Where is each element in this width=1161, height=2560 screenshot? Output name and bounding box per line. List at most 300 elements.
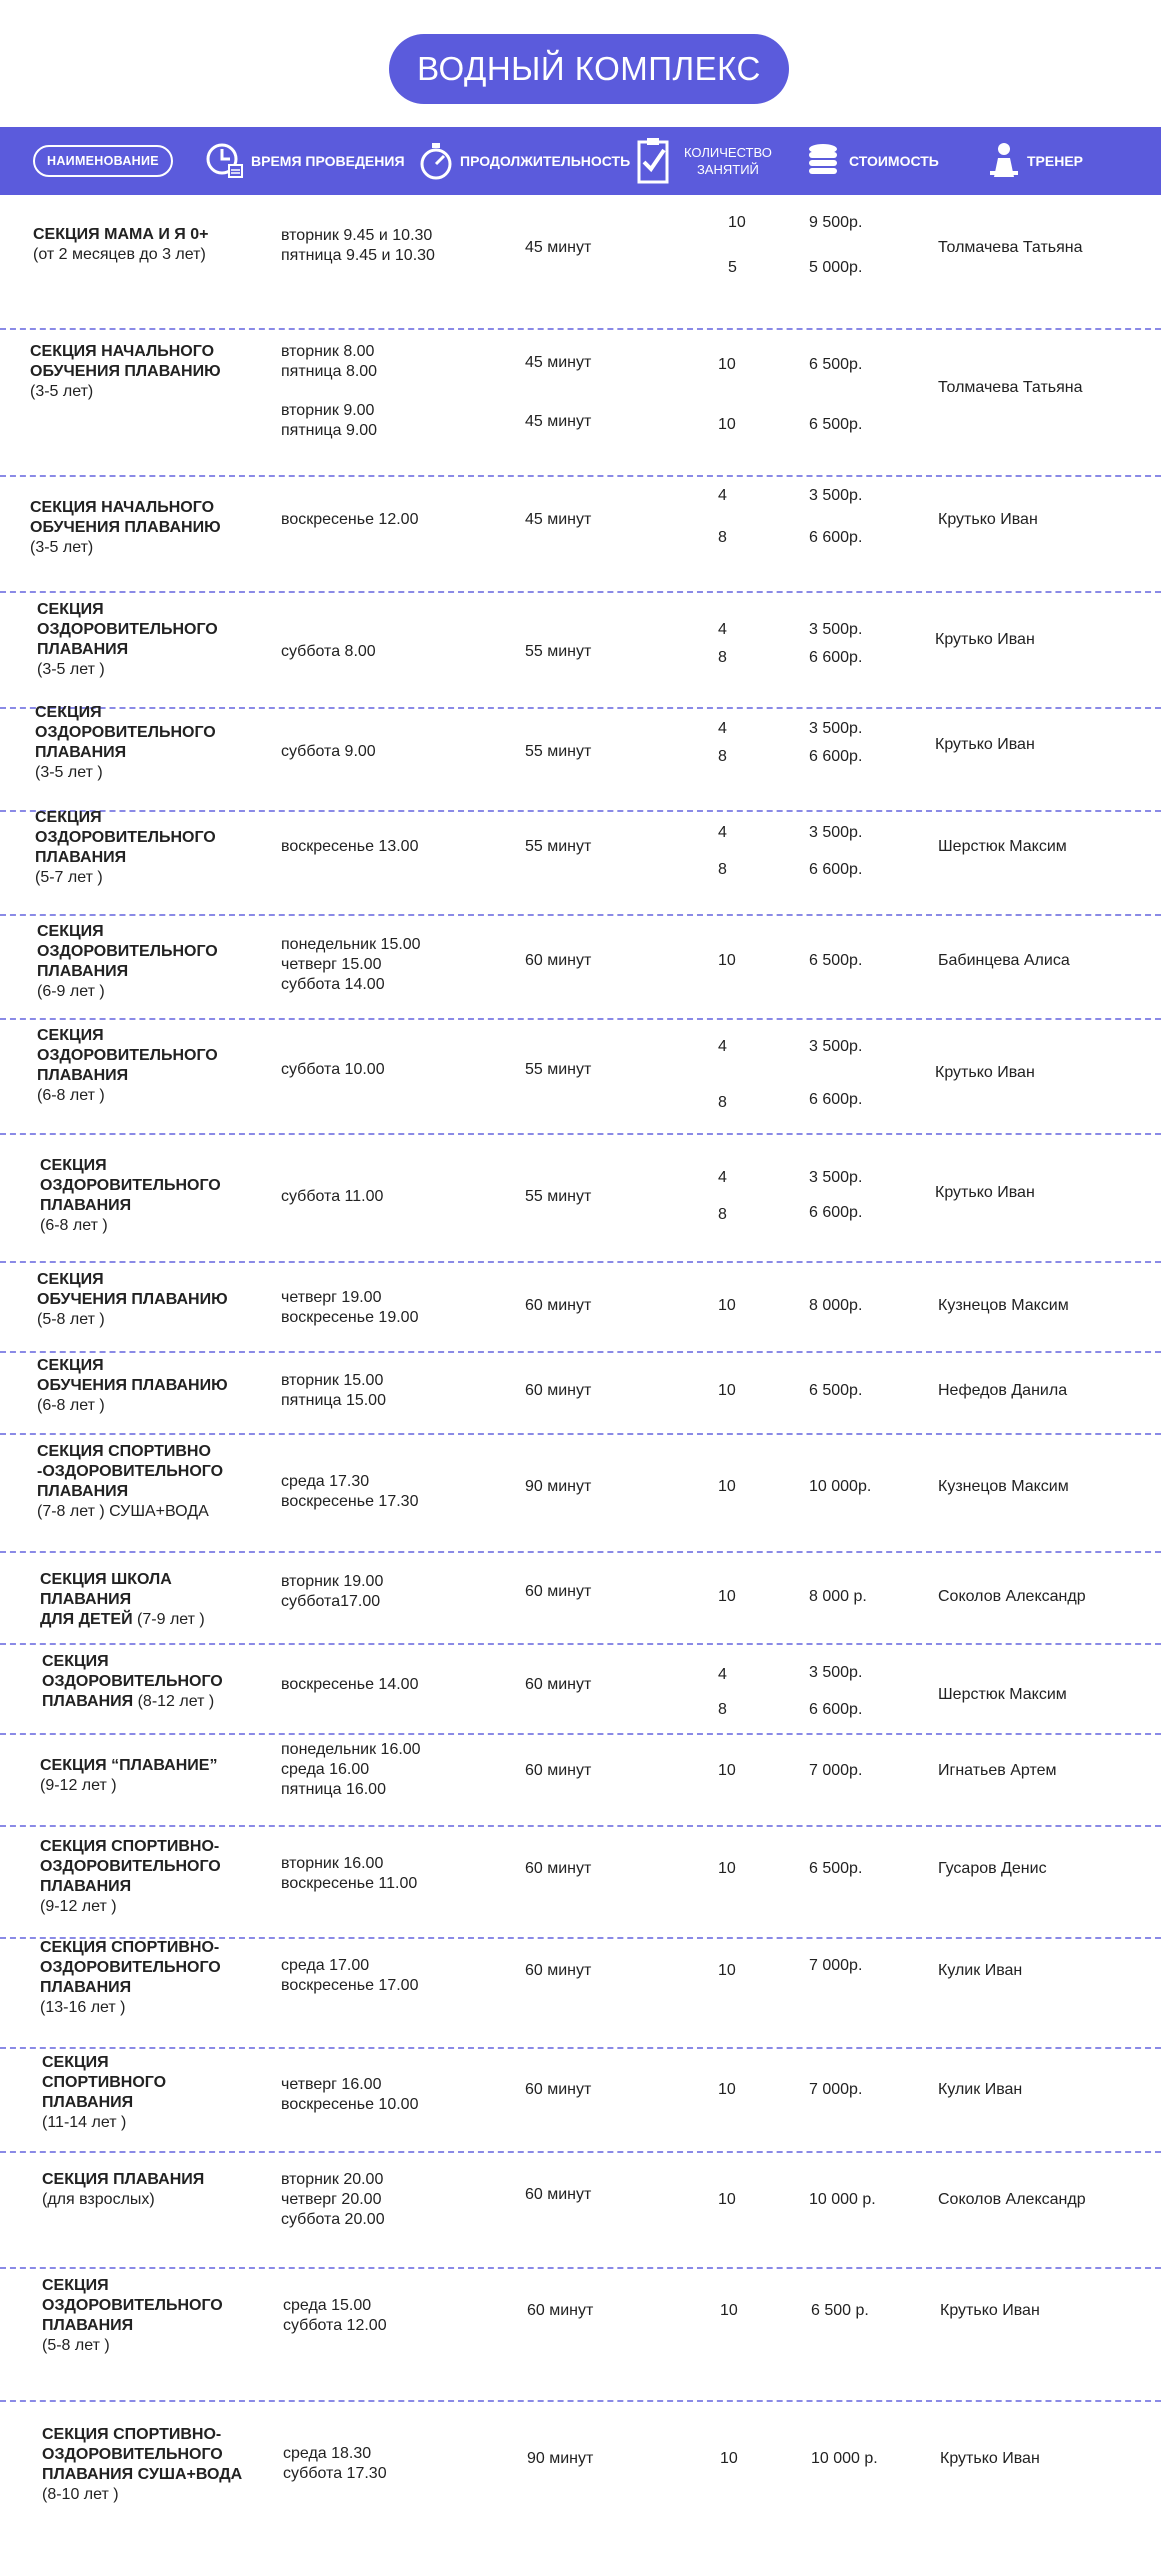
section-name-line: СЕКЦИЯ СПОРТИВНО- xyxy=(40,1939,220,1956)
price-cell: 6 600р. xyxy=(809,1701,863,1718)
time-line: вторник 16.00 xyxy=(281,1855,384,1872)
time-line: вторник 8.00 xyxy=(281,343,375,360)
section-name xyxy=(35,703,216,783)
row-separator xyxy=(0,1261,1161,1263)
row-separator xyxy=(0,2267,1161,2269)
duration-cell: 45 минут xyxy=(525,239,592,256)
section-age: (3-5 лет ) xyxy=(35,764,103,781)
price-cell: 3 500р. xyxy=(809,824,863,841)
time-line: пятница 15.00 xyxy=(281,1392,386,1409)
price-cell: 6 500р. xyxy=(809,356,863,373)
coach-cell: Кузнецов Максим xyxy=(938,1297,1069,1314)
duration-cell: 60 минут xyxy=(525,2081,592,2098)
lesson-count-cell: 10 xyxy=(718,952,736,969)
section-name-line: ОЗДОРОВИТЕЛЬНОГО xyxy=(40,1959,221,1976)
time-line: понедельник 15.00 xyxy=(281,936,421,953)
lesson-count-cell: 5 xyxy=(728,259,737,276)
time-line: среда 18.30 xyxy=(283,2445,372,2462)
time-line: суббота 9.00 xyxy=(281,743,376,760)
section-name-line: -ОЗДОРОВИТЕЛЬНОГО xyxy=(37,1463,224,1480)
lesson-count-cell: 4 xyxy=(718,487,727,504)
time-line: суббота 8.00 xyxy=(281,643,376,660)
row-separator xyxy=(0,1643,1161,1645)
header-name xyxy=(33,127,173,195)
coach-cell: Кузнецов Максим xyxy=(938,1478,1069,1495)
header-duration-label: ПРОДОЛЖИТЕЛЬНОСТЬ xyxy=(460,153,631,169)
row-separator xyxy=(0,591,1161,593)
section-name-line: ПЛАВАНИЯ xyxy=(35,744,127,761)
row-separator xyxy=(0,1433,1161,1435)
lesson-count-cell: 10 xyxy=(718,1382,736,1399)
time-line: воскресенье 17.30 xyxy=(281,1493,419,1510)
section-name-line: СЕКЦИЯ СПОРТИВНО xyxy=(37,1443,211,1460)
time-cell xyxy=(281,1740,421,1800)
price-cell: 7 000р. xyxy=(809,2081,863,2098)
section-age: (9-12 лет ) xyxy=(40,1898,117,1915)
section-age: (9-12 лет ) xyxy=(40,1777,117,1794)
section-name xyxy=(30,498,221,558)
price-cell: 5 000р. xyxy=(809,259,863,276)
section-name-bold: ПЛАВАНИЯ xyxy=(42,1693,134,1710)
section-name xyxy=(42,1652,223,1712)
time-cell xyxy=(281,1371,386,1411)
lesson-count-cell: 10 xyxy=(718,2191,736,2208)
coach-cell: Кулик Иван xyxy=(938,1962,1023,1979)
section-name-line: СЕКЦИЯ ПЛАВАНИЯ xyxy=(42,2171,205,2188)
time-line: пятница 9.45 и 10.30 xyxy=(281,247,435,264)
row-separator xyxy=(0,1351,1161,1353)
time-line: воскресенье 12.00 xyxy=(281,511,419,528)
section-age: (от 2 месяцев до 3 лет) xyxy=(33,246,206,263)
section-name-line: СЕКЦИЯ СПОРТИВНО- xyxy=(40,1838,220,1855)
section-name-line: ОБУЧЕНИЯ ПЛАВАНИЮ xyxy=(37,1377,228,1394)
time-cell xyxy=(281,837,418,857)
lesson-count-cell: 10 xyxy=(718,356,736,373)
row-separator xyxy=(0,1551,1161,1553)
section-name xyxy=(33,225,208,265)
duration-cell: 60 минут xyxy=(525,1962,592,1979)
coach-cell: Бабинцева Алиса xyxy=(938,952,1070,969)
section-name-line: СЕКЦИЯ xyxy=(35,809,102,826)
section-name-line: СЕКЦИЯ НАЧАЛЬНОГО xyxy=(30,499,215,516)
duration-cell: 45 минут xyxy=(525,413,592,430)
lesson-count-cell: 8 xyxy=(718,529,727,546)
section-age: (13-16 лет ) xyxy=(40,1999,126,2016)
section-name-line: ОЗДОРОВИТЕЛЬНОГО xyxy=(37,943,218,960)
duration-cell: 60 минут xyxy=(525,2186,592,2203)
section-name-line: ОБУЧЕНИЯ ПЛАВАНИЮ xyxy=(30,519,221,536)
section-name-line-wrap xyxy=(40,1610,205,1630)
section-name-line: ПЛАВАНИЯ xyxy=(40,1979,132,1996)
time-line: среда 17.00 xyxy=(281,1957,370,1974)
time-line: воскресенье 11.00 xyxy=(281,1875,418,1892)
coach-cell: Крутько Иван xyxy=(940,2450,1040,2467)
lesson-count-cell: 8 xyxy=(718,649,727,666)
price-cell: 8 000 р. xyxy=(809,1588,867,1605)
price-cell: 6 500р. xyxy=(809,1382,863,1399)
time-line: суббота 20.00 xyxy=(281,2211,385,2228)
time-cell xyxy=(281,401,377,441)
section-name xyxy=(37,1356,228,1416)
section-name xyxy=(37,600,218,680)
coach-cell: Шерстюк Максим xyxy=(938,838,1067,855)
price-cell: 6 500р. xyxy=(809,1860,863,1877)
section-name-line: СЕКЦИЯ “ПЛАВАНИЕ” xyxy=(40,1757,218,1774)
time-line: суббота17.00 xyxy=(281,1593,381,1610)
time-cell xyxy=(281,1472,418,1512)
section-age: (6-8 лет ) xyxy=(37,1087,105,1104)
time-line: пятница 16.00 xyxy=(281,1781,386,1798)
section-name xyxy=(40,1156,221,1236)
time-cell xyxy=(281,1854,417,1894)
section-name-line: СЕКЦИЯ МАМА И Я 0+ xyxy=(33,226,209,243)
time-line: четверг 15.00 xyxy=(281,956,382,973)
header-count-label xyxy=(684,144,772,178)
row-separator xyxy=(0,1133,1161,1135)
coach-cell: Нефедов Данила xyxy=(938,1382,1068,1399)
time-cell xyxy=(281,1572,383,1612)
trainer-icon xyxy=(987,141,1021,181)
price-cell: 6 600р. xyxy=(809,1204,863,1221)
price-cell: 9 500р. xyxy=(809,214,863,231)
row-separator xyxy=(0,1018,1161,1020)
section-age: (5-7 лет ) xyxy=(35,869,103,886)
section-name xyxy=(37,1442,223,1522)
time-cell xyxy=(283,2444,387,2484)
duration-cell: 55 минут xyxy=(525,838,592,855)
lesson-count-cell: 10 xyxy=(718,2081,736,2098)
section-name-line: ОБУЧЕНИЯ ПЛАВАНИЮ xyxy=(30,363,221,380)
section-age: (7-9 лет ) xyxy=(132,1611,205,1628)
section-name-line: СЕКЦИЯ xyxy=(37,923,104,940)
section-name xyxy=(42,2276,223,2356)
section-age: (3-5 лет ) xyxy=(37,661,105,678)
time-line: среда 15.00 xyxy=(283,2297,372,2314)
time-cell xyxy=(281,1187,383,1207)
time-cell xyxy=(283,2296,387,2336)
checklist-icon xyxy=(636,136,670,186)
section-name-line: ПЛАВАНИЯ xyxy=(40,1591,132,1608)
coach-cell: Крутько Иван xyxy=(935,1184,1035,1201)
price-cell: 6 500р. xyxy=(809,952,863,969)
price-cell: 7 000р. xyxy=(809,1957,863,1974)
lesson-count-cell: 4 xyxy=(718,621,727,638)
time-line: воскресенье 14.00 xyxy=(281,1676,419,1693)
time-line: вторник 9.45 и 10.30 xyxy=(281,227,433,244)
header-price xyxy=(803,127,939,195)
time-cell xyxy=(281,742,376,762)
duration-cell: 90 минут xyxy=(527,2450,594,2467)
header-duration xyxy=(418,127,630,195)
section-age: (5-8 лет ) xyxy=(42,2337,110,2354)
duration-cell: 55 минут xyxy=(525,743,592,760)
coach-cell: Кулик Иван xyxy=(938,2081,1023,2098)
time-cell xyxy=(281,2075,418,2115)
section-name-line: ОЗДОРОВИТЕЛЬНОГО xyxy=(40,1858,221,1875)
section-name xyxy=(40,1756,217,1796)
header-count xyxy=(636,127,772,195)
price-cell: 6 600р. xyxy=(809,1091,863,1108)
time-line: суббота 11.00 xyxy=(281,1188,384,1205)
section-name-line: СЕКЦИЯ xyxy=(40,1157,107,1174)
lesson-count-cell: 10 xyxy=(718,1478,736,1495)
time-cell xyxy=(281,2170,385,2230)
section-name-line: ПЛАВАНИЯ xyxy=(37,963,129,980)
time-cell xyxy=(281,1060,385,1080)
duration-cell: 45 минут xyxy=(525,354,592,371)
section-name-line-wrap xyxy=(42,1692,223,1712)
lesson-count-cell: 8 xyxy=(718,1701,727,1718)
clock-calendar-icon xyxy=(205,141,245,181)
price-cell: 10 000 р. xyxy=(809,2191,876,2208)
price-cell: 6 500 р. xyxy=(811,2302,869,2319)
price-cell: 3 500р. xyxy=(809,1664,863,1681)
price-cell: 3 500р. xyxy=(809,621,863,638)
section-name-line: СЕКЦИЯ xyxy=(37,1357,104,1374)
header-count-line2: ЗАНЯТИЙ xyxy=(696,162,759,177)
section-age: (8-10 лет ) xyxy=(42,2486,119,2503)
coach-cell: Шерстюк Максим xyxy=(938,1686,1067,1703)
time-line: суббота 10.00 xyxy=(281,1061,385,1078)
time-cell xyxy=(281,1956,418,1996)
section-name xyxy=(40,1938,221,2018)
section-name-line: ОЗДОРОВИТЕЛЬНОГО xyxy=(37,621,218,638)
lesson-count-cell: 10 xyxy=(718,416,736,433)
lesson-count-cell: 8 xyxy=(718,748,727,765)
lesson-count-cell: 10 xyxy=(718,1588,736,1605)
section-name xyxy=(30,342,221,402)
coach-cell: Крутько Иван xyxy=(935,631,1035,648)
section-name-line: ПЛАВАНИЯ xyxy=(37,641,129,658)
header-coach xyxy=(987,127,1083,195)
section-name-line: ОБУЧЕНИЯ ПЛАВАНИЮ xyxy=(37,1291,228,1308)
stopwatch-icon xyxy=(418,141,454,181)
duration-cell: 55 минут xyxy=(525,1061,592,1078)
lesson-count-cell: 4 xyxy=(718,1666,727,1683)
section-name-line: СПОРТИВНОГО xyxy=(42,2074,167,2091)
duration-cell: 90 минут xyxy=(525,1478,592,1495)
time-line: четверг 20.00 xyxy=(281,2191,382,2208)
section-name-line: ПЛАВАНИЯ СУША+ВОДА xyxy=(42,2466,243,2483)
coach-cell: Соколов Александр xyxy=(938,1588,1086,1605)
duration-cell: 60 минут xyxy=(527,2302,594,2319)
duration-cell: 55 минут xyxy=(525,643,592,660)
section-name-bold: ДЛЯ ДЕТЕЙ xyxy=(40,1611,133,1628)
time-line: понедельник 16.00 xyxy=(281,1741,421,1758)
price-cell: 6 600р. xyxy=(809,861,863,878)
section-name xyxy=(37,1026,218,1106)
section-age: (6-9 лет ) xyxy=(37,983,105,1000)
section-name-line: СЕКЦИЯ xyxy=(35,704,102,721)
time-line: вторник 19.00 xyxy=(281,1573,384,1590)
section-name-line: ОЗДОРОВИТЕЛЬНОГО xyxy=(42,1673,223,1690)
section-age: (3-5 лет) xyxy=(30,539,94,556)
section-name xyxy=(37,922,218,1002)
time-line: четверг 19.00 xyxy=(281,1289,382,1306)
time-cell xyxy=(281,1675,418,1695)
section-age: (7-8 лет ) СУША+ВОДА xyxy=(37,1503,209,1520)
time-line: воскресенье 19.00 xyxy=(281,1309,419,1326)
time-cell xyxy=(281,642,376,662)
time-line: воскресенье 13.00 xyxy=(281,838,419,855)
header-coach-label: ТРЕНЕР xyxy=(1027,153,1084,169)
section-name-line: ПЛАВАНИЯ xyxy=(42,2094,134,2111)
section-name-line: СЕКЦИЯ xyxy=(37,1027,104,1044)
price-cell: 8 000р. xyxy=(809,1297,863,1314)
section-name-line: ОЗДОРОВИТЕЛЬНОГО xyxy=(42,2446,223,2463)
time-line: суббота 17.30 xyxy=(283,2465,387,2482)
lesson-count-cell: 10 xyxy=(728,214,746,231)
section-name-line: ОЗДОРОВИТЕЛЬНОГО xyxy=(40,1177,221,1194)
coach-cell: Крутько Иван xyxy=(940,2302,1040,2319)
coach-cell: Крутько Иван xyxy=(935,736,1035,753)
section-name-line: ОЗДОРОВИТЕЛЬНОГО xyxy=(35,829,216,846)
row-separator xyxy=(0,475,1161,477)
section-name-line: ОЗДОРОВИТЕЛЬНОГО xyxy=(35,724,216,741)
section-age: (для взрослых) xyxy=(42,2191,155,2208)
row-separator xyxy=(0,2047,1161,2049)
duration-cell: 60 минут xyxy=(525,1583,592,1600)
time-line: суббота 12.00 xyxy=(283,2317,387,2334)
coins-icon xyxy=(803,141,843,181)
section-name-line: ПЛАВАНИЯ xyxy=(35,849,127,866)
price-cell: 3 500р. xyxy=(809,720,863,737)
section-name-line: ПЛАВАНИЯ xyxy=(37,1483,129,1500)
coach-cell: Гусаров Денис xyxy=(938,1860,1047,1877)
time-line: среда 17.30 xyxy=(281,1473,370,1490)
section-name xyxy=(42,2425,242,2505)
header-time xyxy=(205,127,405,195)
time-line: пятница 8.00 xyxy=(281,363,378,380)
section-name-line: СЕКЦИЯ xyxy=(37,601,104,618)
price-cell: 7 000р. xyxy=(809,1762,863,1779)
section-name-line: СЕКЦИЯ ШКОЛА xyxy=(40,1571,172,1588)
section-age: (5-8 лет ) xyxy=(37,1311,105,1328)
duration-cell: 60 минут xyxy=(525,1297,592,1314)
lesson-count-cell: 10 xyxy=(720,2302,738,2319)
section-name-line: СЕКЦИЯ СПОРТИВНО- xyxy=(42,2426,222,2443)
row-separator xyxy=(0,328,1161,330)
row-separator xyxy=(0,914,1161,916)
header-name-label: НАИМЕНОВАНИЕ xyxy=(33,145,173,177)
time-cell xyxy=(281,1288,418,1328)
coach-cell: Толмачева Татьяна xyxy=(938,379,1083,396)
time-line: воскресенье 17.00 xyxy=(281,1977,419,1994)
time-line: вторник 20.00 xyxy=(281,2171,384,2188)
lesson-count-cell: 4 xyxy=(718,1169,727,1186)
lesson-count-cell: 10 xyxy=(718,1762,736,1779)
price-cell: 10 000 р. xyxy=(811,2450,878,2467)
duration-cell: 60 минут xyxy=(525,952,592,969)
page-title: ВОДНЫЙ КОМПЛЕКС xyxy=(389,34,789,104)
section-name-line: СЕКЦИЯ xyxy=(42,2054,109,2071)
section-name-line: ПЛАВАНИЯ xyxy=(37,1067,129,1084)
lesson-count-cell: 8 xyxy=(718,1206,727,1223)
time-line: суббота 14.00 xyxy=(281,976,385,993)
time-cell xyxy=(281,935,421,995)
section-name xyxy=(40,1837,221,1917)
lesson-count-cell: 10 xyxy=(718,1962,736,1979)
section-name-line: ПЛАВАНИЯ xyxy=(40,1197,132,1214)
time-cell xyxy=(281,226,435,266)
section-name xyxy=(35,808,216,888)
time-line: воскресенье 10.00 xyxy=(281,2096,419,2113)
coach-cell: Крутько Иван xyxy=(938,511,1038,528)
time-line: вторник 9.00 xyxy=(281,402,375,419)
header-price-label: СТОИМОСТЬ xyxy=(849,153,939,169)
lesson-count-cell: 8 xyxy=(718,1094,727,1111)
row-separator xyxy=(0,2151,1161,2153)
section-name xyxy=(42,2170,204,2210)
coach-cell: Игнатьев Артем xyxy=(938,1762,1057,1779)
section-name xyxy=(40,1570,205,1630)
time-line: пятница 9.00 xyxy=(281,422,378,439)
duration-cell: 60 минут xyxy=(525,1382,592,1399)
row-separator xyxy=(0,1825,1161,1827)
section-age: (11-14 лет ) xyxy=(42,2114,127,2131)
duration-cell: 55 минут xyxy=(525,1188,592,1205)
section-name-line: СЕКЦИЯ НАЧАЛЬНОГО xyxy=(30,343,215,360)
row-separator xyxy=(0,1733,1161,1735)
section-name-line: СЕКЦИЯ xyxy=(42,1653,109,1670)
duration-cell: 60 минут xyxy=(525,1676,592,1693)
duration-cell: 60 минут xyxy=(525,1860,592,1877)
header-count-line1: КОЛИЧЕСТВО xyxy=(684,145,772,160)
lesson-count-cell: 4 xyxy=(718,1038,727,1055)
time-line: четверг 16.00 xyxy=(281,2076,382,2093)
section-name xyxy=(37,1270,228,1330)
price-cell: 6 500р. xyxy=(809,416,863,433)
section-name-line: ОЗДОРОВИТЕЛЬНОГО xyxy=(42,2297,223,2314)
section-name-line: ПЛАВАНИЯ xyxy=(42,2317,134,2334)
section-name-line: ОЗДОРОВИТЕЛЬНОГО xyxy=(37,1047,218,1064)
section-name-line: ПЛАВАНИЯ xyxy=(40,1878,132,1895)
coach-cell: Крутько Иван xyxy=(935,1064,1035,1081)
lesson-count-cell: 4 xyxy=(718,720,727,737)
lesson-count-cell: 4 xyxy=(718,824,727,841)
price-cell: 6 600р. xyxy=(809,748,863,765)
duration-cell: 45 минут xyxy=(525,511,592,528)
price-cell: 6 600р. xyxy=(809,649,863,666)
price-cell: 10 000р. xyxy=(809,1478,872,1495)
time-cell xyxy=(281,510,418,530)
header-time-label: ВРЕМЯ ПРОВЕДЕНИЯ xyxy=(251,153,405,169)
section-name-line: СЕКЦИЯ xyxy=(42,2277,109,2294)
lesson-count-cell: 8 xyxy=(718,861,727,878)
section-age: (6-8 лет ) xyxy=(37,1397,105,1414)
price-cell: 3 500р. xyxy=(809,1038,863,1055)
section-age: (3-5 лет) xyxy=(30,383,94,400)
section-age: (8-12 лет ) xyxy=(133,1693,215,1710)
time-line: среда 16.00 xyxy=(281,1761,370,1778)
section-age: (6-8 лет ) xyxy=(40,1217,108,1234)
price-cell: 6 600р. xyxy=(809,529,863,546)
section-name-line: СЕКЦИЯ xyxy=(37,1271,104,1288)
row-separator xyxy=(0,2400,1161,2402)
table-header xyxy=(0,127,1161,195)
coach-cell: Соколов Александр xyxy=(938,2191,1086,2208)
coach-cell: Толмачева Татьяна xyxy=(938,239,1083,256)
price-cell: 3 500р. xyxy=(809,487,863,504)
time-cell xyxy=(281,342,377,382)
section-name xyxy=(42,2053,166,2133)
price-cell: 3 500р. xyxy=(809,1169,863,1186)
lesson-count-cell: 10 xyxy=(718,1297,736,1314)
time-line: вторник 15.00 xyxy=(281,1372,384,1389)
lesson-count-cell: 10 xyxy=(720,2450,738,2467)
duration-cell: 60 минут xyxy=(525,1762,592,1779)
lesson-count-cell: 10 xyxy=(718,1860,736,1877)
